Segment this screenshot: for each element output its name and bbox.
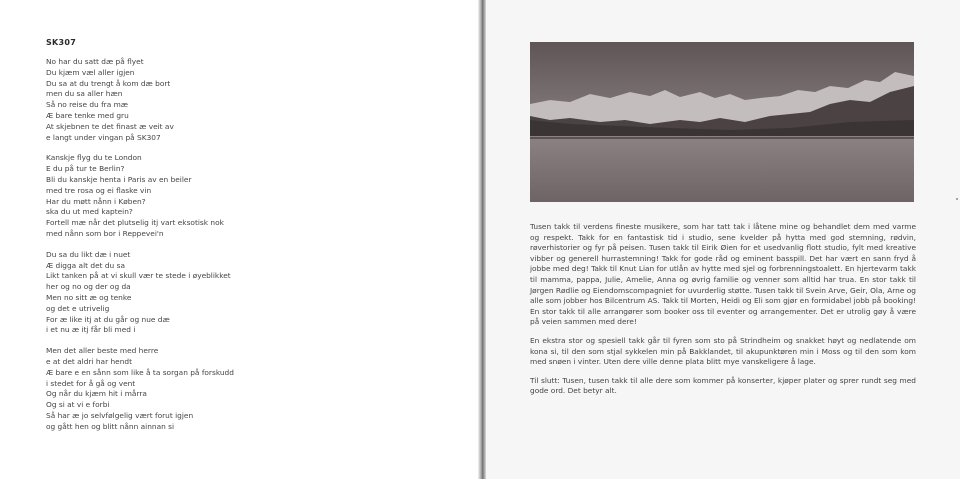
lyric-line: At skjebnen te det finast æ veit av xyxy=(46,121,174,131)
lyric-line: Likt tanken på at vi skull vær te stede i øyeblikket xyxy=(46,271,231,281)
lyric-line: Du sa du likt dæ i nuet xyxy=(46,249,131,259)
lyric-line: men du sa aller hæn xyxy=(46,89,123,99)
lyric-line: Men det aller beste med herre xyxy=(46,346,159,356)
lyric-line: e langt under vingan på SK307 xyxy=(46,132,161,142)
stanza-4 xyxy=(46,346,466,432)
song-title: SK307 xyxy=(46,38,77,47)
lyric-line: Fortell mæ når det plutselig itj vart eksotisk nok xyxy=(46,218,224,228)
lyric-line: Og når du kjæm hit i mårra xyxy=(46,389,147,399)
lyric-line: ska du ut med kaptein? xyxy=(46,207,133,217)
stanza-2 xyxy=(46,153,466,239)
lyric-line: Og si at vi e forbi xyxy=(46,400,110,410)
lyric-line: her og no og der og da xyxy=(46,282,131,292)
lyric-line: Så har æ jo selvfølgelig vært forut igjen xyxy=(46,410,194,420)
lyric-line: For æ like itj at du går og nue dæ xyxy=(46,314,170,324)
book-spine-gutter xyxy=(478,0,486,479)
lyric-line: Æ bare tenke med gru xyxy=(46,110,129,120)
stanza-1 xyxy=(46,57,466,143)
landscape-photo xyxy=(530,42,914,202)
lyric-line: Kanskje flyg du te London xyxy=(46,153,142,163)
lyric-line: Så no reise du fra mæ xyxy=(46,100,129,110)
lyric-line: Du kjæm væl aller igjen xyxy=(46,67,135,77)
lyric-line: Men no sitt æ og tenke xyxy=(46,292,132,302)
right-page xyxy=(486,0,960,479)
acknowledgements xyxy=(530,222,916,405)
thanks-paragraph-3: Til slutt: Tusen, tusen takk til alle dere som kommer på konserter, kjøper plater og sprer rundt seg med gode ord. Det betyr alt. xyxy=(530,375,916,396)
lyric-line: med nånn som bor i Reppevei'n xyxy=(46,228,164,238)
lyric-line: og gått hen og blitt nånn ainnan si xyxy=(46,421,175,431)
lyric-line: E du på tur te Berlin? xyxy=(46,164,125,174)
lyrics-block xyxy=(46,38,466,443)
lyric-line: i et nu æ itj får bli med i xyxy=(46,325,136,335)
stanza-3 xyxy=(46,250,466,336)
lyric-line: Bli du kanskje henta i Paris av en beiler xyxy=(46,174,192,184)
lyric-line: e at det aldri har hendt xyxy=(46,356,132,366)
lyric-line: med tre rosa og ei flaske vin xyxy=(46,185,152,195)
lyric-line: i stedet for å gå og vent xyxy=(46,378,136,388)
lyric-line: No har du satt dæ på flyet xyxy=(46,57,144,66)
lyric-line: Har du møtt nånn i Køben? xyxy=(46,196,146,206)
lyric-line: Æ digga alt det du sa xyxy=(46,260,125,270)
thanks-paragraph-1: Tusen takk til verdens fineste musikere, som har tatt tak i låtene mine og behandlet dem med varme og respekt. Takk for en fantastisk tid i studio, sene kvelder på hytta med god stemning, rødvin, røverhistorier og fyr på peisen. Tusen takk til Eirik Øien for et usedvanlig flott studio, fylt med kreative vibber og generell hurrastemning! Takk for gode råd og eminent basspill. Det har vært en sann fryd å jobbe med deg! Takk til Knut Lian for utlån av hytte med sjel og forbrenningstoalett. En hjertevarm takk til mamma, pappa, Julie, Amelie, Anna og øvrig familie og venner som alltid har trua. En stor takk til Jørgen Rødlie og Eiendomscompagniet for uvurderlig støtte. Tusen takk til Svein Arve, Geir, Ola, Arne og alle som jobber hos Bilcentrum AS. Takk til Morten, Heidi og Eli som gjør en formidabel jobb på booking! En stor takk til alle arrangører som booker oss til eventer og arrangementer. Det er utrolig gøy å være på veien sammen med dere! xyxy=(530,222,916,327)
lyric-line: Æ bare e en sånn som like å ta sorgan på forskudd xyxy=(46,367,234,377)
page-edge-mark xyxy=(956,198,958,200)
lyric-line: Du sa at du trengt å kom dæ bort xyxy=(46,78,171,88)
lyric-line: og det e utrivelig xyxy=(46,303,110,313)
thanks-paragraph-2: En ekstra stor og spesiell takk går til fyren som sto på Strindheim og snakket høyt og nedlatende om kona si, til den som stjal sykkelen min på Bakklandet, til akupunktøren min i Moss og til den som kom med snøen i vinter. Uten dere ville denne plata blitt mye vanskeligere å lage. xyxy=(530,335,916,367)
